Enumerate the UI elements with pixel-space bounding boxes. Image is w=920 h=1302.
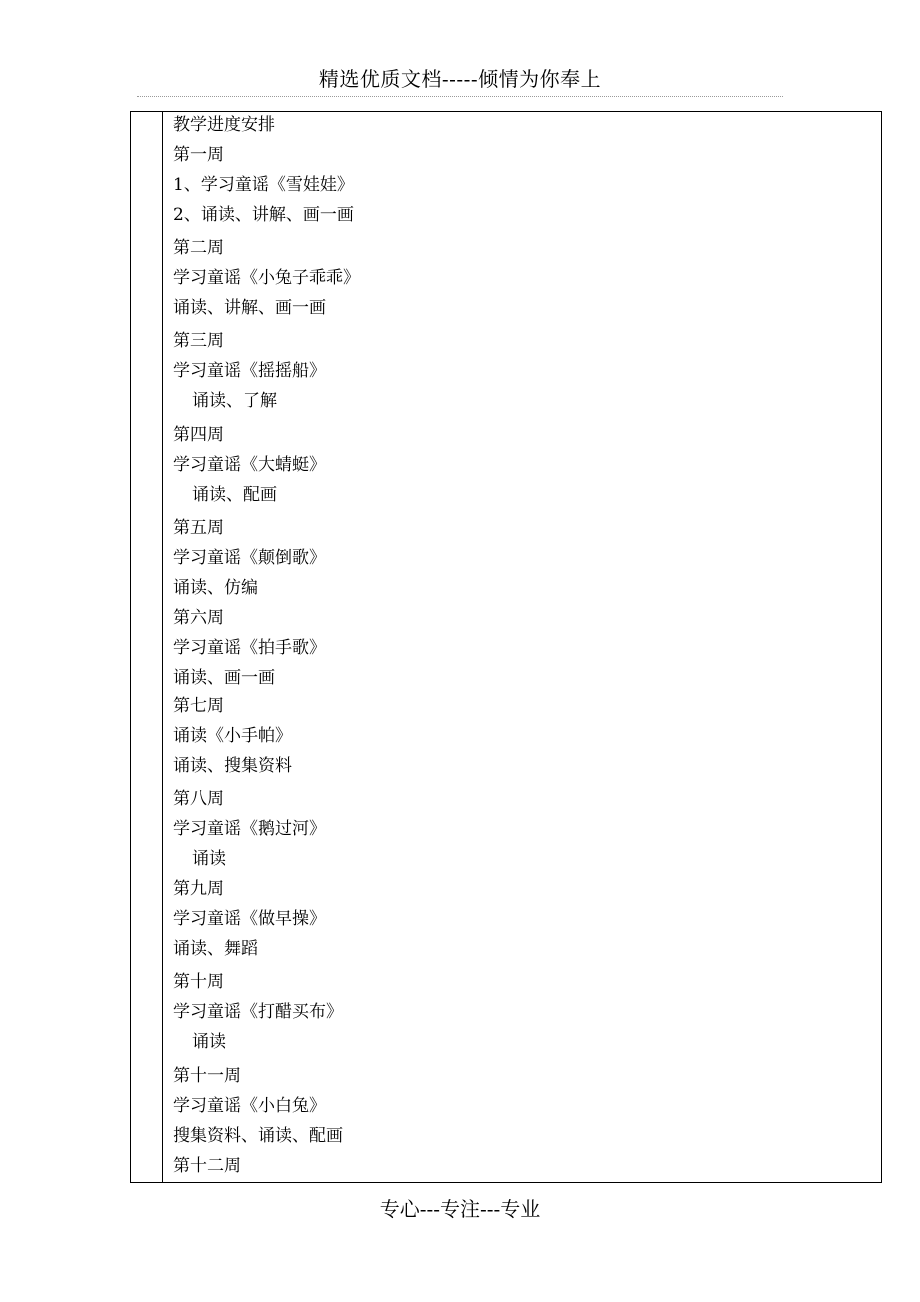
activity-line: 诵读、配画 <box>192 485 277 505</box>
lesson-line: 诵读《小手帕》 <box>173 726 292 746</box>
lesson-line: 学习童谣《鹅过河》 <box>173 819 326 839</box>
lesson-line: 学习童谣《打醋买布》 <box>173 1002 343 1022</box>
week-heading: 第九周 <box>173 879 224 899</box>
week-heading: 第六周 <box>173 608 224 628</box>
activity-line: 诵读、讲解、画一画 <box>173 298 326 318</box>
activity-line: 2、诵读、讲解、画一画 <box>173 205 354 225</box>
activity-line: 诵读、了解 <box>192 391 277 411</box>
section-title: 教学进度安排 <box>173 115 275 135</box>
week-heading: 第四周 <box>173 425 224 445</box>
page-header: 精选优质文档-----倾情为你奉上 <box>318 67 602 91</box>
week-heading: 第二周 <box>173 238 224 258</box>
activity-line: 诵读、仿编 <box>173 578 258 598</box>
lesson-line: 学习童谣《小兔子乖乖》 <box>173 268 360 288</box>
lesson-line: 学习童谣《摇摇船》 <box>173 361 326 381</box>
activity-line: 诵读 <box>192 849 226 869</box>
lesson-line: 学习童谣《小白兔》 <box>173 1096 326 1116</box>
lesson-line: 学习童谣《拍手歌》 <box>173 638 326 658</box>
activity-line: 搜集资料、诵读、配画 <box>173 1126 343 1146</box>
week-heading: 第五周 <box>173 518 224 538</box>
week-heading: 第十一周 <box>173 1066 241 1086</box>
lesson-line: 1、学习童谣《雪娃娃》 <box>173 175 354 195</box>
week-heading: 第八周 <box>173 789 224 809</box>
activity-line: 诵读 <box>192 1032 226 1052</box>
table-column-divider <box>162 111 163 1183</box>
header-divider <box>137 96 783 97</box>
lesson-line: 学习童谣《大蜻蜓》 <box>173 455 326 475</box>
lesson-line: 学习童谣《做早操》 <box>173 909 326 929</box>
week-heading: 第七周 <box>173 696 224 716</box>
week-heading: 第一周 <box>173 145 224 165</box>
week-heading: 第十二周 <box>173 1156 241 1176</box>
activity-line: 诵读、画一画 <box>173 668 275 688</box>
activity-line: 诵读、搜集资料 <box>173 756 292 776</box>
lesson-line: 学习童谣《颠倒歌》 <box>173 548 326 568</box>
activity-line: 诵读、舞蹈 <box>173 939 258 959</box>
week-heading: 第三周 <box>173 331 224 351</box>
week-heading: 第十周 <box>173 972 224 992</box>
page-footer: 专心---专注---专业 <box>379 1197 541 1221</box>
